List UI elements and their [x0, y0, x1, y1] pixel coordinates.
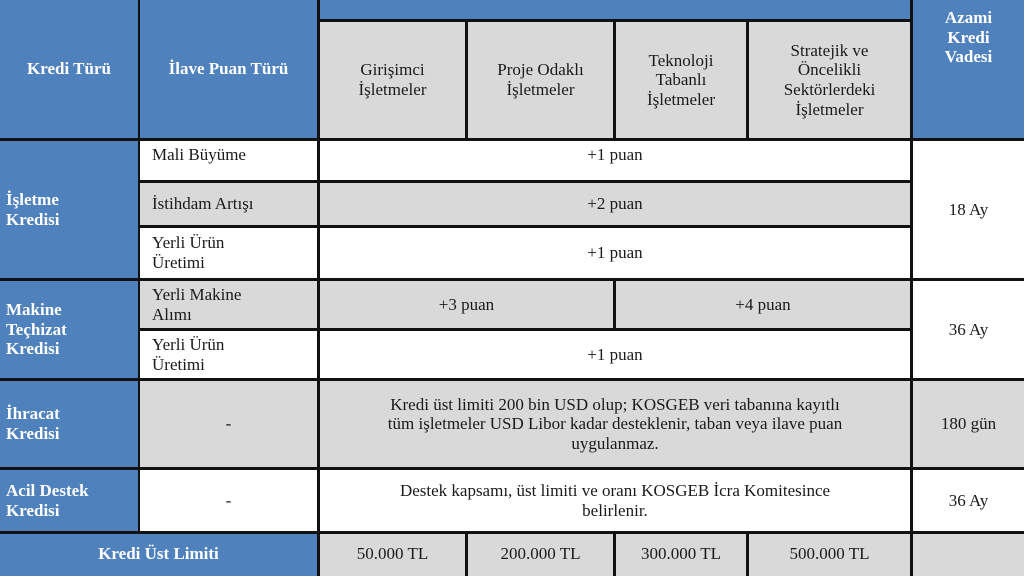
ihracat-vade: 180 gün [913, 381, 1024, 467]
ihracat-kredisi-label: İhracat Kredisi [0, 381, 138, 467]
acil-destek-kredisi-label: Acil Destek Kredisi [0, 470, 138, 531]
header-ilave-puan-turu: İlave Puan Türü [140, 0, 317, 138]
isletme-value-istihdam: +2 puan [320, 183, 910, 225]
isletme-type-yerli-urun: Yerli Ürün Üretimi [140, 228, 317, 278]
isletme-type-istihdam: İstihdam Artışı [140, 183, 317, 225]
isletme-vade: 18 Ay [913, 141, 1024, 278]
acil-destek-type: - [140, 470, 317, 531]
isletme-kredisi-label: İşletme Kredisi [0, 141, 138, 278]
ihracat-text: Kredi üst limiti 200 bin USD olup; KOSGEB veri tabanına kayıtlı tüm işletmeler USD Libor kadar desteklenir, taban veya ilave puan uygulanmaz. [320, 381, 910, 467]
makine-value-yerli-urun: +1 puan [320, 331, 910, 378]
ust-limit-teknoloji: 300.000 TL [616, 534, 746, 576]
acil-destek-vade: 36 Ay [913, 470, 1024, 531]
header-kredi-turu: Kredi Türü [0, 0, 138, 138]
ihracat-type: - [140, 381, 317, 467]
makine-kredisi-label: Makine Teçhizat Kredisi [0, 281, 138, 378]
ust-limit-label: Kredi Üst Limiti [0, 534, 317, 576]
header-girisimci: Girişimci İşletmeler [320, 22, 465, 138]
acil-destek-text: Destek kapsamı, üst limiti ve oranı KOSGEB İcra Komitesince belirlenir. [320, 470, 910, 531]
header-proje-odakli: Proje Odaklı İşletmeler [468, 22, 613, 138]
makine-type-yerli-urun: Yerli Ürün Üretimi [140, 331, 317, 378]
ust-limit-vade-empty [913, 534, 1024, 576]
isletme-value-mali-buyume: +1 puan [320, 141, 910, 180]
makine-vade: 36 Ay [913, 281, 1024, 378]
header-teknoloji-tabanli: Teknoloji Tabanlı İşletmeler [616, 22, 746, 138]
makine-value-left: +3 puan [320, 281, 613, 328]
ust-limit-girisimci: 50.000 TL [320, 534, 465, 576]
makine-type-yerli-makine: Yerli Makine Alımı [140, 281, 317, 328]
header-stratejik: Stratejik ve Öncelikli Sektörlerdeki İşletmeler [749, 22, 910, 138]
ust-limit-stratejik: 500.000 TL [749, 534, 910, 576]
header-azami-kredi-vadesi: Azami Kredi Vadesi [913, 0, 1024, 138]
header-group-band [320, 0, 910, 19]
makine-value-right: +4 puan [616, 281, 910, 328]
isletme-type-mali-buyume: Mali Büyüme [140, 141, 317, 180]
ust-limit-proje: 200.000 TL [468, 534, 613, 576]
isletme-value-yerli-urun: +1 puan [320, 228, 910, 278]
